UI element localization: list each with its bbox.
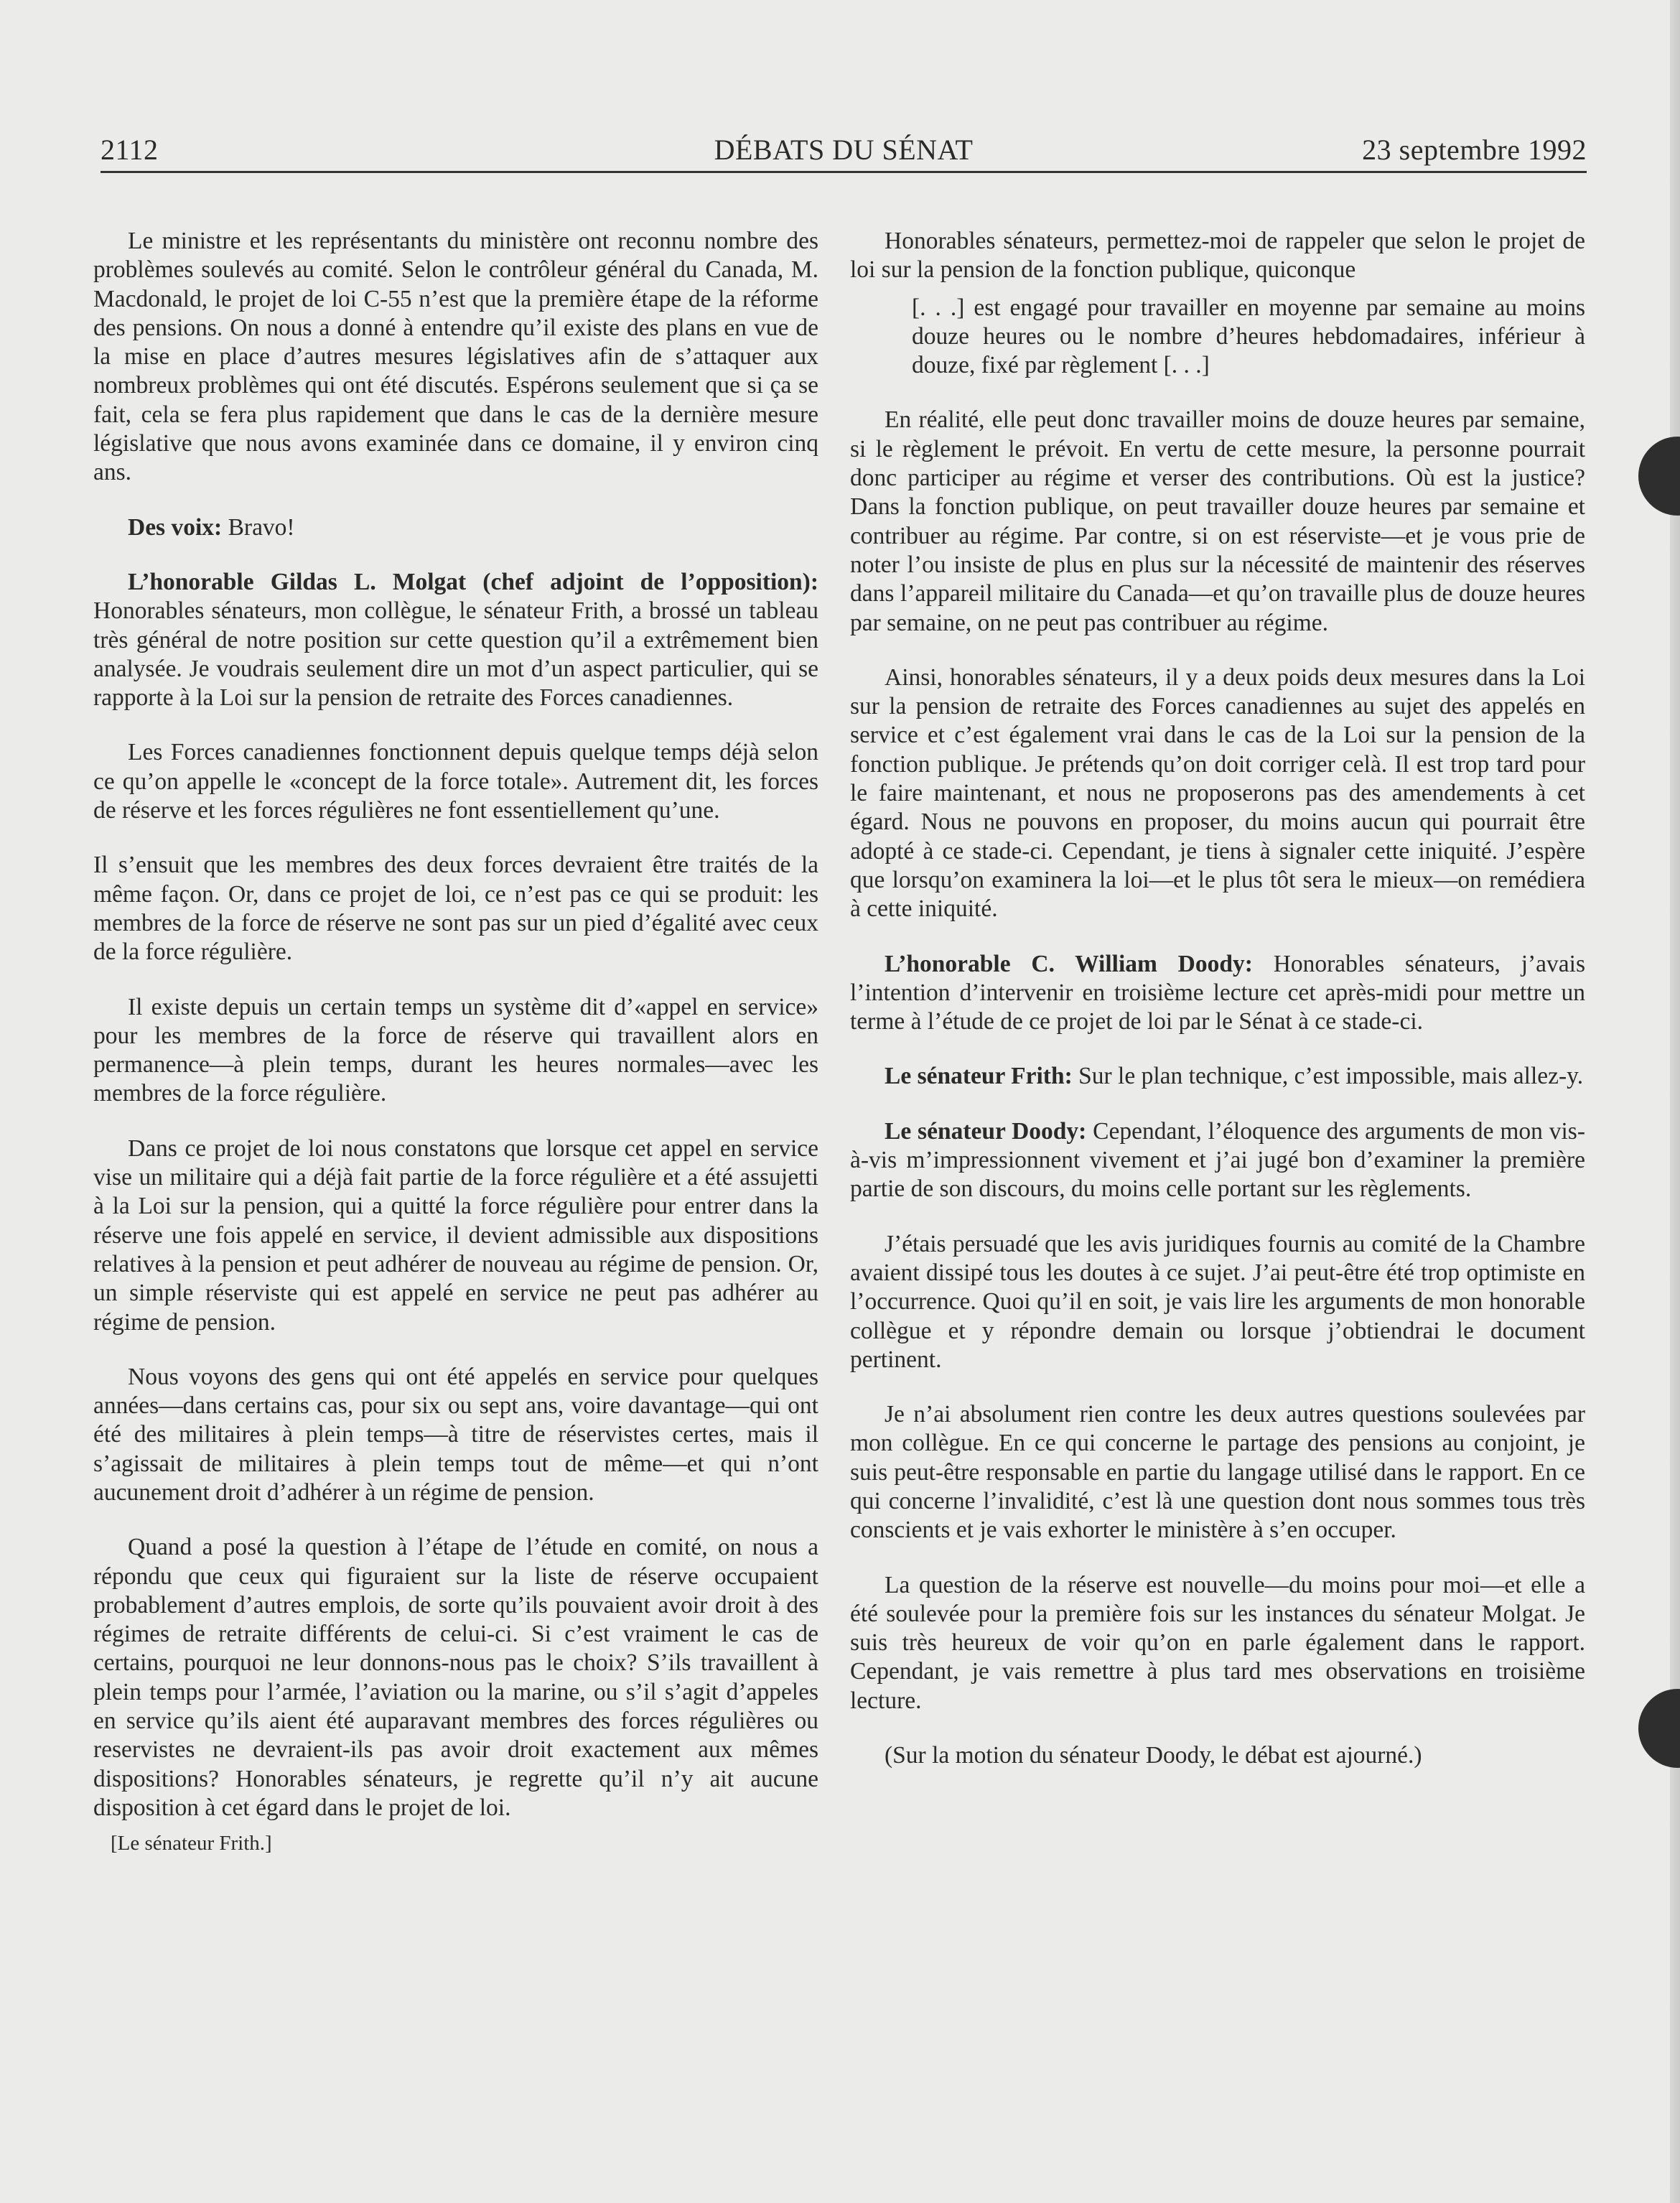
paragraph: Je n’ai absolument rien contre les deux autres questions soulevées par mon collègue. En ce qui concerne le partage des pensions au conjoint, je suis peut-être responsable en partie du langage utilisé dans le rapport. En ce qui concerne l’invalidité, c’est là une question dont nous sommes tous très conscients et je vais exhorter le ministère à s’en occuper. (850, 1401, 1585, 1544)
paragraph (850, 950, 1585, 1037)
left-column (93, 227, 818, 1855)
speaker-label: L’honorable Gildas L. Molgat (chef adjoint de l’opposition): (128, 568, 818, 595)
binder-hole (1638, 437, 1680, 516)
binder-hole (1638, 1689, 1680, 1768)
block-quote: [. . .] est engagé pour travailler en moyenne par semaine au moins douze heures ou le nombre d’heures hebdomadaires, inférieur à douze, fixé par règlement [. . .] (912, 294, 1585, 379)
paragraph (850, 1117, 1585, 1204)
speech-text: Cependant, l’éloquence des arguments de mon vis-à-vis m’impressionnent vivement et j’ai jugé bon d’examiner la première partie de son discours, du moins celle portant sur les règlements. (850, 1117, 1585, 1203)
paragraph (93, 513, 818, 542)
scan-edge (1670, 0, 1680, 2203)
paragraph: Ainsi, honorables sénateurs, il y a deux poids deux mesures dans la Loi sur la pension de retraite des Forces canadiennes au sujet des appelés en service et c’est également vrai dans le cas de la Loi sur la pension de la fonction publique. Je prétends qu’on doit corriger celà. Il est trop tard pour le faire maintenant, et nous ne proposerons pas des amendements à cet égard. Nous ne pouvons en proposer, du moins aucun qui pourrait être adopté à ce stade-ci. Cependant, je tiens à signaler cette iniquité. J’espère que lorsqu’on examinera la loi—et le plus tôt sera le mieux—on remédiera à cette iniquité. (850, 663, 1585, 923)
paragraph: Le ministre et les représentants du ministère ont reconnu nombre des problèmes soulevés au comité. Selon le contrôleur général du Canada, M. Macdonald, le projet de loi C-55 n’est que la première étape de la réforme des pensions. On nous a donné à entendre qu’il existe des plans en vue de la mise en place d’autres mesures législatives afin de s’attaquer aux nombreux problèmes qui ont été discutés. Espérons seulement que si ça se fait, cela se fera plus rapidement que dans le cas de la dernière mesure législative que nous avons examinée dans ce domaine, il y environ cinq ans. (93, 228, 818, 486)
speech-text: Sur le plan technique, c’est impossible, mais allez-y. (1072, 1063, 1584, 1090)
procedural-note: (Sur la motion du sénateur Doody, le débat est ajourné.) (885, 1742, 1422, 1769)
paragraph: En réalité, elle peut donc travailler moins de douze heures par semaine, si le règlement le prévoit. En vertu de cette mesure, la personne pourrait donc participer au régime et verser des contributions. Où est la justice? Dans la fonction publique, on peut travailler douze heures par semaine et contribuer au régime. Par contre, si on est réserviste—et je vous prie de noter l’ou insiste de plus en plus sur la nécessité de maintenir des réserves dans l’appareil militaire du Canada—et qu’on travaille plus de douze heures par semaine, on ne peut pas contribuer au régime. (850, 406, 1585, 636)
speech-text: Bravo! (222, 513, 295, 541)
paragraph: Il s’ensuit que les membres des deux forces devraient être traités de la même façon. Or, dans ce projet de loi, ce n’est pas ce qui se produit: les membres de la force de réserve ne sont pas sur un pied d’égalité avec ceux de la force régulière. (93, 852, 818, 966)
paragraph: Quand a posé la question à l’étape de l’étude en comité, on nous a répondu que ceux qui figuraient sur la liste de réserve occupaient probablement d’autres emplois, de sorte qu’ils pouvaient avoir droit à des régimes de retraite différents de celui-ci. Si c’est vraiment le cas de certains, pourquoi ne leur donnons-nous pas le choix? S’ils travaillent à plein temps pour l’armée, l’aviation ou la marine, ou s’il s’agit d’appeles en service qu’ils aient été auparavant membres des forces régulières ou reservistes ne devraient-ils pas avoir droit exactement aux mêmes dispositions? Honorables sénateurs, je regrette qu’il n’y ait aucune disposition à cet égard dans le projet de loi. (93, 1534, 818, 1821)
paragraph (93, 568, 818, 712)
page-number: 2112 (101, 134, 159, 166)
paragraph: La question de la réserve est nouvelle—du moins pour moi—et elle a été soulevée pour la première fois sur les instances du sénateur Molgat. Je suis très heureux de voir qu’on en parle également dans le rapport. Cependant, je vais remettre à plus tard mes observations en troisième lecture. (850, 1571, 1585, 1714)
paragraph: J’étais persuadé que les avis juridiques fournis au comité de la Chambre avaient dissipé tous les doutes à ce sujet. J’ai peut-être été trop optimiste en l’occurrence. Quoi qu’il en soit, je vais lire les arguments de mon honorable collègue et y répondre demain ou lorsque j’obtiendrai le document pertinent. (850, 1230, 1585, 1373)
speaker-label: Des voix: (128, 513, 223, 541)
speech-text: Honorables sénateurs, mon collègue, le sénateur Frith, a brossé un tableau très général de notre position sur cette question qu’il a extrêmement bien analysée. Je voudrais seulement dire un mot d’un aspect particulier, qui se rapporte à la Loi sur la pension de retraite des Forces canadiennes. (93, 597, 818, 712)
speaker-label: Le sénateur Doody: (885, 1117, 1087, 1145)
journal-title: DÉBATS DU SÉNAT (714, 134, 974, 166)
right-column (850, 227, 1585, 1796)
page-header (101, 128, 1587, 173)
paragraph (850, 1062, 1585, 1091)
paragraph: Honorables sénateurs, permettez-moi de rappeler que selon le projet de loi sur la pension de la fonction publique, quiconque (850, 228, 1585, 284)
speech-text: Honorables sénateurs, j’avais l’intention d’intervenir en troisième lecture cet après-midi pour mettre un terme à l’étude de ce projet de loi par le Sénat à ce stade-ci. (850, 950, 1585, 1035)
paragraph: Nous voyons des gens qui ont été appelés en service pour quelques années—dans certains cas, pour six ou sept ans, voire davantage—qui ont été des militaires à plein temps—à titre de réservistes certes, mais il s’agissait de militaires à plein temps tout de même—et qui n’ont aucunement droit d’adhérer à un régime de pension. (93, 1363, 818, 1506)
speaker-label: L’honorable C. William Doody: (885, 950, 1253, 977)
speaker-label: Le sénateur Frith: (885, 1063, 1073, 1090)
paragraph: Dans ce projet de loi nous constatons que lorsque cet appel en service vise un militaire qui a déjà fait partie de la force régulière et a été assujetti à la Loi sur la pension, qui a quitté la force régulière pour entrer dans la réserve une fois appelé en service, il devient admissible aux dispositions relatives à la pension et peut adhérer de nouveau au régime de pension. Or, un simple réserviste qui est appelé en service ne peut pas adhérer au régime de pension. (93, 1135, 818, 1336)
paragraph: Les Forces canadiennes fonctionnent depuis quelque temps déjà selon ce qu’on appelle le «concept de la force totale». Autrement dit, les forces de réserve et les forces régulières ne font essentiellement qu’une. (93, 739, 818, 824)
issue-date: 23 septembre 1992 (1362, 134, 1587, 166)
speaker-attribution: [Le sénateur Frith.] (111, 1832, 272, 1855)
paragraph: Il existe depuis un certain temps un système dit d’«appel en service» pour les membres de la force de réserve qui travaillent alors en permanence—à plein temps, durant les heures normales—avec les membres de la force régulière. (93, 993, 818, 1107)
